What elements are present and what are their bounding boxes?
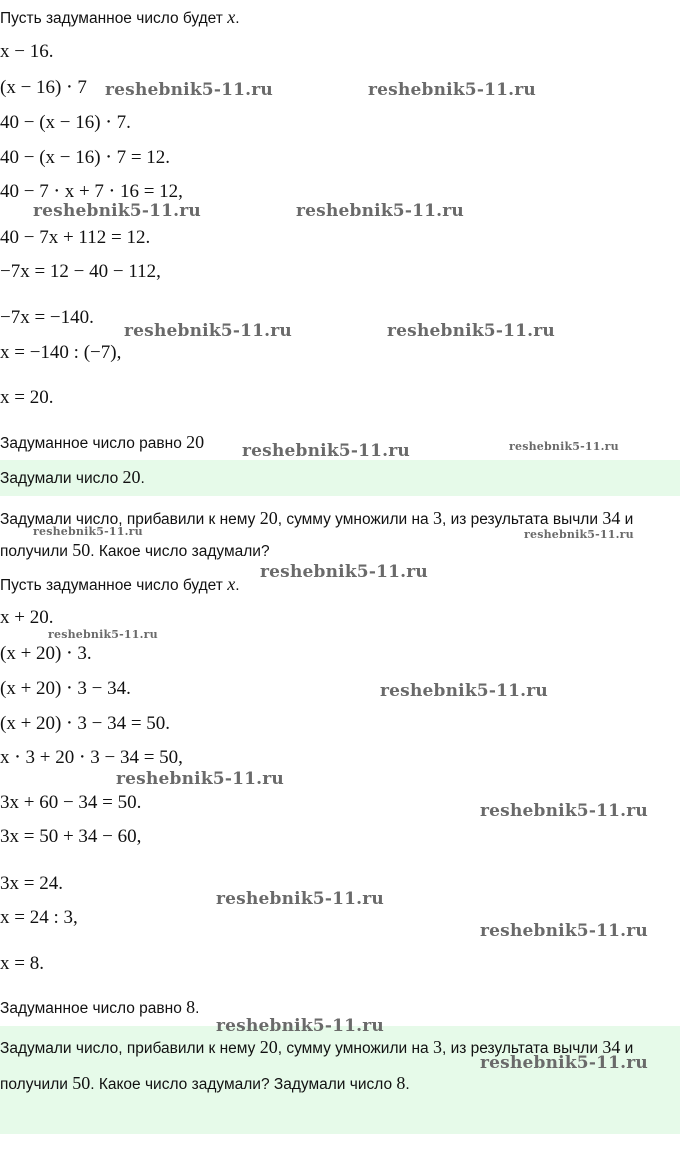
solution2-step: x + 20.	[0, 607, 54, 628]
watermark: reshebnik5-11.ru	[33, 201, 201, 221]
watermark: reshebnik5-11.ru	[105, 80, 273, 100]
watermark: reshebnik5-11.ru	[216, 889, 384, 909]
watermark: reshebnik5-11.ru	[368, 80, 536, 100]
solution2-step: 3x = 24.	[0, 873, 63, 894]
solution1-step: −7x = 12 − 40 − 112,	[0, 261, 161, 282]
solution2-step: (x + 20) ⋅ 3 − 34 = 50.	[0, 713, 171, 734]
watermark: reshebnik5-11.ru	[380, 681, 548, 701]
solution1-step: −7x = −140.	[0, 307, 94, 328]
solution2-step: 3x + 60 − 34 = 50.	[0, 792, 142, 813]
solution1-result: Задуманное число равно 20	[0, 432, 205, 452]
solution2-step: x ⋅ 3 + 20 ⋅ 3 − 34 = 50,	[0, 747, 183, 768]
solution2-step: x = 8.	[0, 953, 44, 974]
solution1-step: 40 − (x − 16) ⋅ 7.	[0, 112, 131, 133]
solution1-step: x = −140 : (−7),	[0, 342, 122, 363]
solution1-step: 40 − (x − 16) ⋅ 7 = 12.	[0, 147, 171, 168]
final-answer: Задумали число, прибавили к нему 20, сумму умножили на 3, из результата вычли 34 и получили 50. Какое число задумали? Задумали число 8.	[0, 1037, 634, 1093]
solution1-answer: Задумали число 20.	[0, 467, 145, 487]
solution2-step: (x + 20) ⋅ 3 − 34.	[0, 678, 131, 699]
watermark: reshebnik5-11.ru	[480, 1053, 648, 1073]
watermark: reshebnik5-11.ru	[480, 801, 648, 821]
watermark: reshebnik5-11.ru	[480, 921, 648, 941]
watermark: reshebnik5-11.ru	[116, 769, 284, 789]
solution1-step: x = 20.	[0, 387, 54, 408]
watermark: reshebnik5-11.ru	[387, 321, 555, 341]
watermark: reshebnik5-11.ru	[242, 441, 410, 461]
watermark: reshebnik5-11.ru	[509, 440, 619, 453]
solution1-step: x − 16.	[0, 41, 54, 62]
watermark: reshebnik5-11.ru	[124, 321, 292, 341]
problem2-statement: Задумали число, прибавили к нему 20, сумму умножили на 3, из результата вычли 34 и получили 50. Какое число задумали?	[0, 508, 634, 560]
solution2-step: 3x = 50 + 34 − 60,	[0, 826, 142, 847]
solution1-intro: Пусть задуманное число будет x.	[0, 7, 240, 27]
watermark: reshebnik5-11.ru	[33, 525, 143, 538]
watermark: reshebnik5-11.ru	[48, 628, 158, 641]
watermark: reshebnik5-11.ru	[260, 562, 428, 582]
solution1-step: 40 − 7 ⋅ x + 7 ⋅ 16 = 12,	[0, 181, 183, 202]
watermark: reshebnik5-11.ru	[216, 1016, 384, 1036]
solution2-step: x = 24 : 3,	[0, 907, 78, 928]
watermark: reshebnik5-11.ru	[524, 528, 634, 541]
solution2-step: (x + 20) ⋅ 3.	[0, 643, 92, 664]
solution2-result: Задуманное число равно 8.	[0, 997, 200, 1017]
watermark: reshebnik5-11.ru	[296, 201, 464, 221]
solution1-step: (x − 16) ⋅ 7	[0, 77, 87, 98]
solution2-intro: Пусть задуманное число будет x.	[0, 574, 240, 594]
solution1-step: 40 − 7x + 112 = 12.	[0, 227, 151, 248]
